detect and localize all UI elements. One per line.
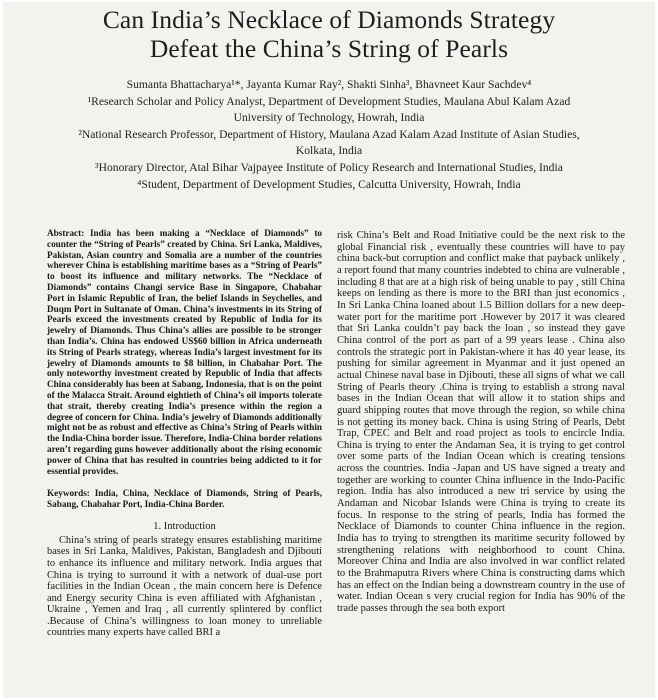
paper-title bbox=[3, 5, 655, 63]
introduction-paragraph: China’s string of pearls strategy ensures establishing maritime bases in Sri Lanka, Maldives, Pakistan, Bangladesh and Djibouti to enhance its influence and military network. India argues that China is trying to surround it with a network of dual-use port facilities in the Indian Ocean , the main concern here is Defence and Energy security China is even affiliated with Afghanistan , Ukraine , Yemen and Iraq , all currently splintered by conflict .Because of China’s willingness to loan money to unreliable countries many experts have called BRI a bbox=[47, 534, 322, 639]
affiliation-line: ²National Research Professor, Department of History, Maulana Azad Kalam Azad Institute of Asian Studies, bbox=[78, 127, 580, 141]
title-line-2: Defeat the China’s String of Pearls bbox=[149, 34, 509, 63]
left-column bbox=[47, 228, 322, 639]
author-names: Sumanta Bhattacharya¹*, Jayanta Kumar Ray², Shakti Sinha³, Bhavneet Kaur Sachdev⁴ bbox=[126, 78, 532, 91]
affiliation-line: ⁴Student, Department of Development Studies, Calcutta University, Howrah, India bbox=[137, 177, 521, 191]
keywords: Keywords: India, China, Necklace of Diamonds, String of Pearls, Sabang, Chabahar Port, India-China Border. bbox=[47, 488, 322, 510]
affiliation-line: University of Technology, Howrah, India bbox=[233, 111, 425, 125]
abstract bbox=[47, 228, 322, 476]
body-columns bbox=[47, 228, 623, 698]
affiliation-line: ¹Research Scholar and Policy Analyst, Department of Development Studies, Maulana Abul Kalam Azad bbox=[87, 94, 571, 108]
section-heading-introduction: 1. Introduction bbox=[153, 520, 216, 532]
author-block bbox=[3, 77, 655, 193]
affiliation-line: Kolkata, India bbox=[295, 144, 363, 158]
right-column-paragraph: risk China’s Belt and Road Initiative could be the next risk to the global Financial risk , eventually these countries will have to pay china back-but corruption and conflict make that payback unlikely , a report found that many countries indebted to china are vulnerable , including 8 that are at a high risk of being unable to pay , still China keeps on lending as there is more to the BRI than just economics , In Sri Lanka China loaned about 1.5 Billion dollars for a new deep-water port for the maritime port .However by 2017 it was cleared that Sri Lanka couldn’t pay back the loan , so instead they gave China control of the port as part of a 99 years lease . China also controls the strategic port in Pakistan-where it has 40 year lease, its pushing for similar agreement in Myanmar and it just opened an actual Chinese naval base in Djibouti, these all signs of what we call String of Pearls theory .China is trying to establish a strong naval bases in the Indian Ocean that will allow it to station ships and guard shipping routes that move through the region, so while china is not getting its money back. China is using String of Pearls, Debt Trap, CPEC and Belt and road project as tools to encircle India. China is trying to enter the Andaman Sea, it is trying to get control over some parts of the Indian Ocean which is creating tensions across the countries. India -Japan and US have signed a treaty and together are working to counter China influence in the Indo-Pacific region. India has also introduced a new tri service by using the Andaman and Nicobar Islands were China is trying to create its focus. In response to the string of pearls, India has formed the Necklace of Diamonds to counter China influence in the region. India has to trying to strengthen its maritime security followed by strengthening relations with neighborhood to count China. Moreover China and India are also involved in war conflict related to the Brahmaputra Rivers where China is constructing dams which has an effect on the Indian being a downstream country in the use of water. Indian Ocean s very crucial region for India has 90% of the trade passes through the sea both export bbox=[337, 230, 625, 614]
paper-page bbox=[3, 2, 655, 698]
affiliation-line: ³Honorary Director, Atal Bihar Vajpayee Institute of Policy Research and International Studies, India bbox=[95, 160, 563, 174]
right-column bbox=[337, 230, 625, 615]
title-line-1: Can India’s Necklace of Diamonds Strategy bbox=[102, 5, 556, 34]
abstract-label: Abstract: bbox=[47, 228, 85, 238]
abstract-text: India has been making a “Necklace of Diamonds” to counter the “String of Pearls” created by China. Sri Lanka, Maldives, Pakistan, Asian country and Somalia are a number of the countries wherever China is establishing maritime bases as a “String of Pearls” to boost its influence and military networks. The “Necklace of Diamonds” contains Changi service Base in Singapore, Chabahar Port in Islamic Republic of Iran, the belief Islands in Seychelles, and Duqm Port in Sultanate of Oman. China’s investments in its String of Pearls exceed the investments created by Republic of India for its jewelry of Diamonds. Thus China’s allies are possible to be stronger than India’s. China has endowed US$60 billion in Africa underneath its String of Pearls strategy, whereas India’s largest investment for its jewelry of Diamonds amounts to $8 billion, in Chabahar Port. The only noteworthy investment created by Republic of India that affects China considerably has been at Sabang, Indonesia, that is on the point of the Malacca Strait. Around eightieth of China’s oil imports tolerate that strait, thereby creating India’s presence within the region a degree of concern for China. India’s jewelry of Diamonds additionally might not be as robust and effective as China’s String of Pearls within the India-China border issue. Therefore, India-China border relations aren’t regarding guns however additionally about the rising economic power of China that has resulted in countries being addicted to it for essential provides. bbox=[47, 228, 322, 476]
